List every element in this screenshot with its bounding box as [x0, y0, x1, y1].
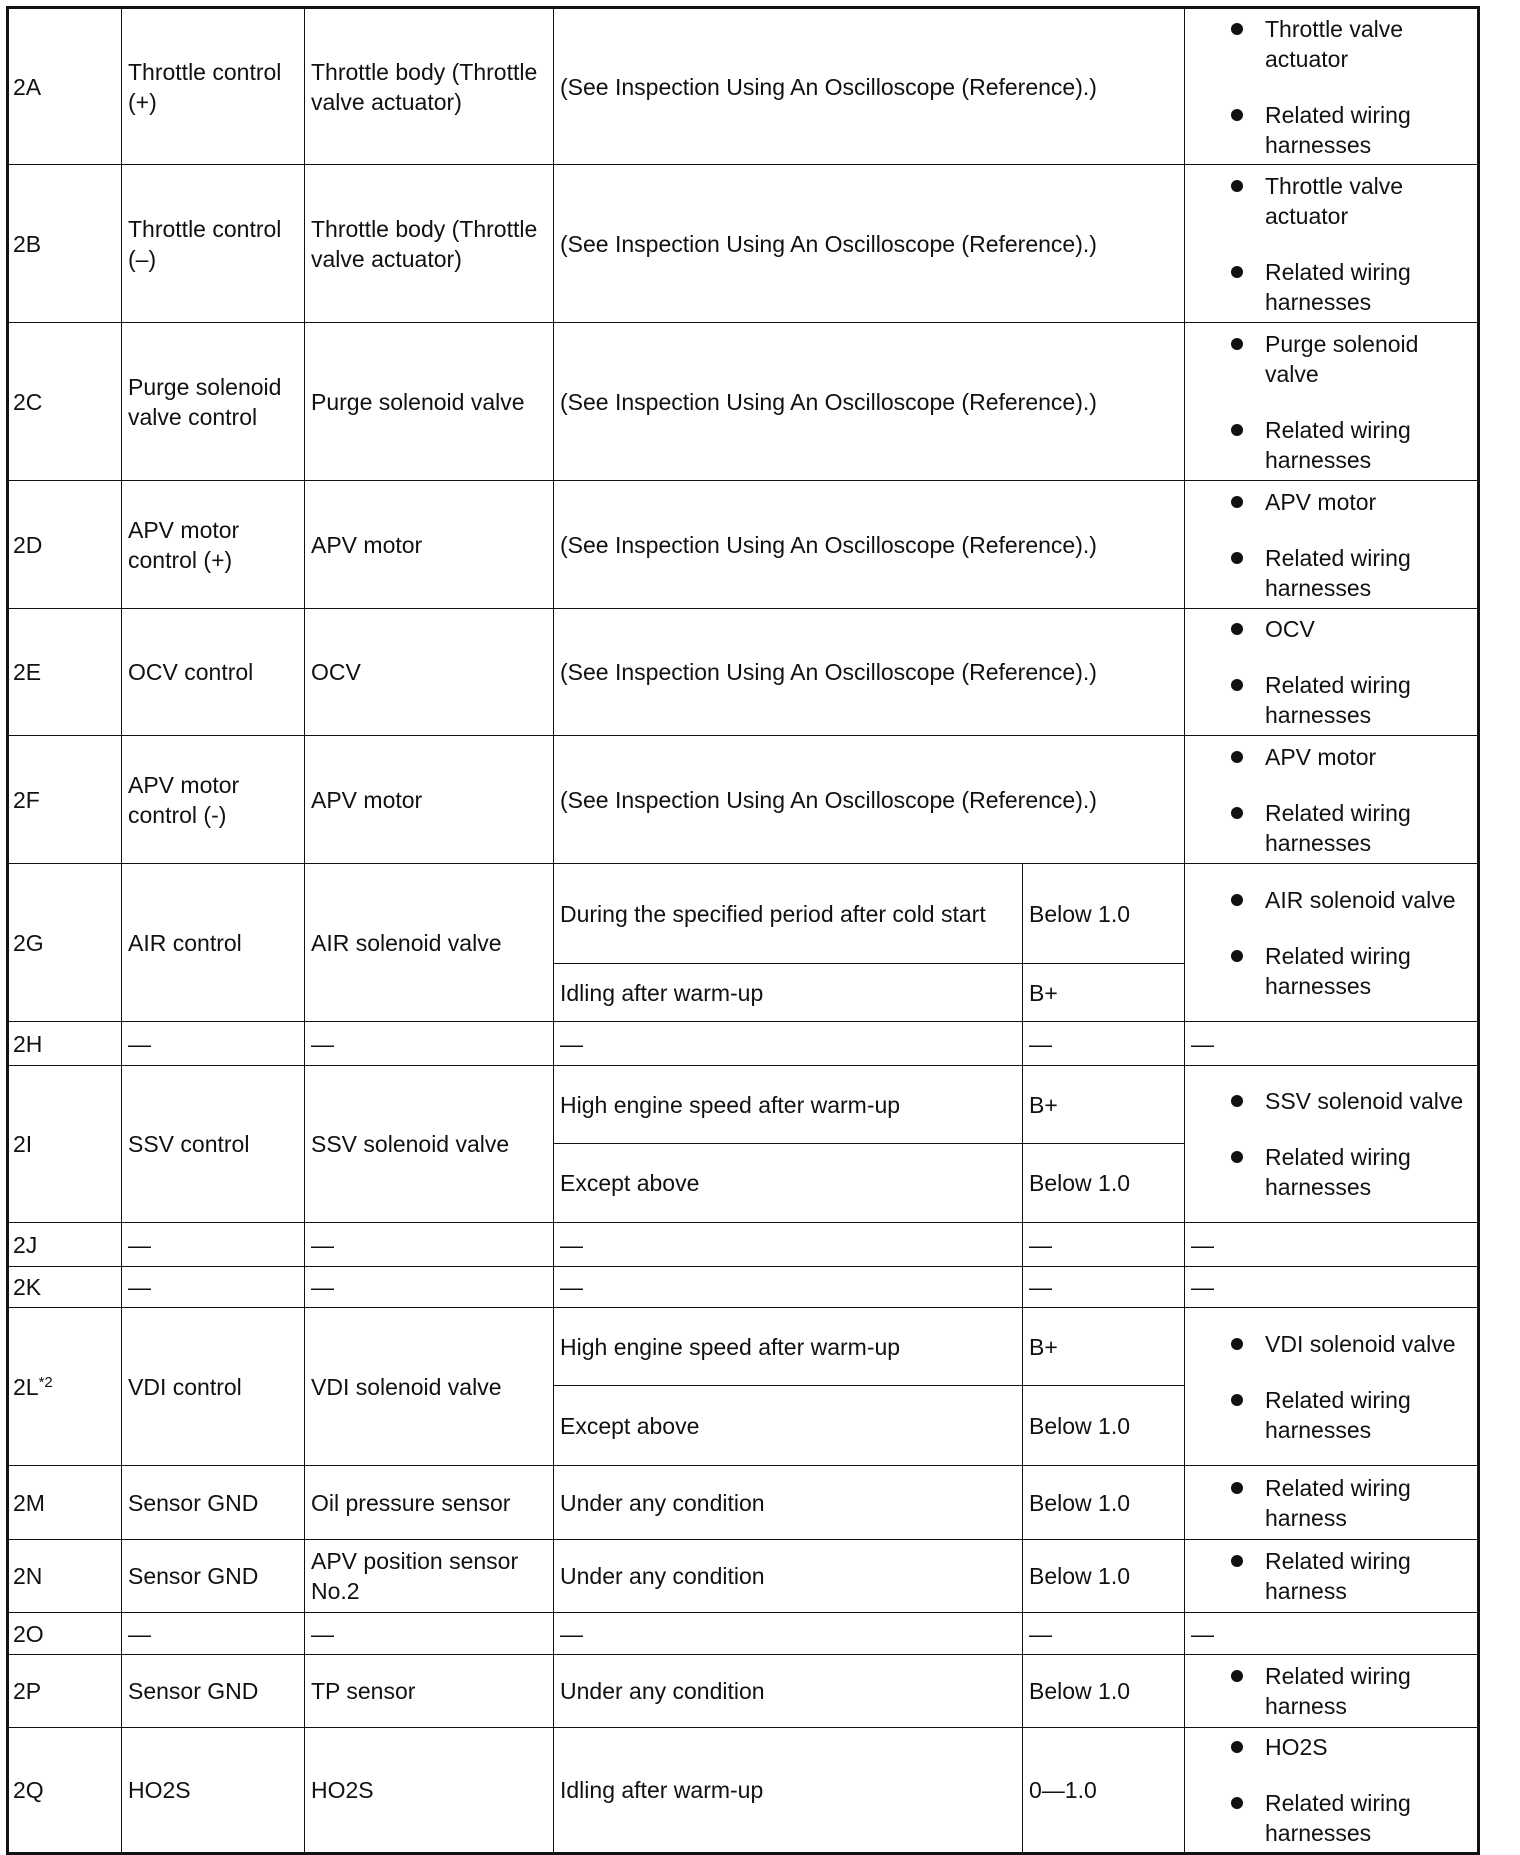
possible-cause-cell: [1185, 1655, 1479, 1728]
cause-item: [1231, 14, 1471, 74]
condition-cell: Idling after warm-up: [554, 1728, 1023, 1854]
connected-to-cell: HO2S: [305, 1728, 554, 1854]
possible-cause-cell: [1185, 1267, 1479, 1308]
possible-cause-cell: [1185, 864, 1479, 1022]
oscilloscope-note-cell: (See Inspection Using An Oscilloscope (Reference).): [554, 481, 1185, 609]
voltage-cell: 0—1.0: [1023, 1728, 1185, 1854]
connected-to-cell: —: [305, 1022, 554, 1066]
possible-cause-cell: [1185, 323, 1479, 481]
table-row: [8, 1066, 1479, 1144]
terminal-cell: [8, 1655, 122, 1728]
voltage-cell: —: [1023, 1223, 1185, 1267]
terminal-cell: [8, 864, 122, 1022]
cause-item: [1231, 1661, 1471, 1721]
cause-text: Throttle valve actuator: [1265, 172, 1404, 229]
possible-cause-cell: [1185, 609, 1479, 736]
bullet-icon: [1231, 23, 1243, 35]
connected-to-cell: —: [305, 1267, 554, 1308]
condition-cell: —: [554, 1022, 1023, 1066]
terminal-id: 2B: [13, 230, 42, 257]
cause-item: [1231, 742, 1471, 772]
terminal-cell: [8, 1267, 122, 1308]
condition-cell: —: [554, 1223, 1023, 1267]
cause-item: [1231, 885, 1471, 915]
connected-to-cell: AIR solenoid valve: [305, 864, 554, 1022]
table-row: [8, 165, 1479, 323]
possible-cause-cell: [1185, 481, 1479, 609]
bullet-icon: [1231, 266, 1243, 278]
cause-text: Throttle valve actuator: [1265, 15, 1404, 72]
signal-cell: Sensor GND: [122, 1655, 305, 1728]
voltage-cell: Below 1.0: [1023, 1655, 1185, 1728]
terminal-cell: [8, 1066, 122, 1223]
possible-cause-cell: [1185, 8, 1479, 165]
signal-cell: Sensor GND: [122, 1466, 305, 1540]
signal-cell: —: [122, 1613, 305, 1655]
terminal-cell: [8, 1308, 122, 1466]
cause-text: —: [1191, 1030, 1214, 1057]
cause-text: OCV: [1265, 616, 1315, 642]
signal-cell: SSV control: [122, 1066, 305, 1223]
cause-text: Related wiring harnesses: [1265, 942, 1411, 999]
possible-cause-cell: [1185, 1728, 1479, 1854]
connected-to-cell: TP sensor: [305, 1655, 554, 1728]
cause-item: [1231, 1546, 1471, 1606]
oscilloscope-note-cell: (See Inspection Using An Oscilloscope (Reference).): [554, 609, 1185, 736]
terminal-id: 2H: [13, 1030, 43, 1057]
cause-item: [1231, 415, 1471, 475]
cause-item: [1231, 1788, 1471, 1848]
condition-cell: Under any condition: [554, 1540, 1023, 1613]
cause-item: [1231, 100, 1471, 160]
cause-text: Purge solenoid valve: [1265, 330, 1419, 387]
voltage-cell: —: [1023, 1022, 1185, 1066]
connected-to-cell: Throttle body (Throttle valve actuator): [305, 165, 554, 323]
cause-item: [1231, 1732, 1471, 1762]
bullet-icon: [1231, 623, 1243, 635]
table-row: [8, 323, 1479, 481]
cause-text: Related wiring harness: [1265, 1663, 1411, 1719]
possible-cause-cell: [1185, 165, 1479, 323]
cause-text: Related wiring harnesses: [1265, 1790, 1411, 1846]
cause-list: [1191, 742, 1471, 858]
voltage-cell: Below 1.0: [1023, 1466, 1185, 1540]
cause-list: [1191, 614, 1471, 730]
table-row: [8, 1466, 1479, 1540]
oscilloscope-note-cell: (See Inspection Using An Oscilloscope (Reference).): [554, 165, 1185, 323]
possible-cause-cell: [1185, 1066, 1479, 1223]
terminal-cell: [8, 1613, 122, 1655]
cause-text: Related wiring harnesses: [1265, 672, 1411, 728]
oscilloscope-note-cell: (See Inspection Using An Oscilloscope (Reference).): [554, 323, 1185, 481]
table-row: [8, 1223, 1479, 1267]
terminal-id: 2M: [13, 1489, 45, 1516]
bullet-icon: [1231, 807, 1243, 819]
signal-cell: Purge solenoid valve control: [122, 323, 305, 481]
condition-cell: Under any condition: [554, 1466, 1023, 1540]
cause-text: —: [1191, 1231, 1214, 1258]
possible-cause-cell: [1185, 1223, 1479, 1267]
cause-text: Related wiring harnesses: [1265, 416, 1411, 473]
possible-cause-cell: [1185, 736, 1479, 864]
terminal-id: 2J: [13, 1231, 38, 1258]
table-row: [8, 1540, 1479, 1613]
terminal-id: 2F: [13, 786, 40, 813]
bullet-icon: [1231, 338, 1243, 350]
cause-text: SSV solenoid valve: [1265, 1088, 1464, 1114]
cause-text: Related wiring harnesses: [1265, 258, 1411, 315]
condition-cell: Idling after warm-up: [554, 964, 1023, 1022]
oscilloscope-note-cell: (See Inspection Using An Oscilloscope (Reference).): [554, 8, 1185, 165]
condition-cell: —: [554, 1267, 1023, 1308]
terminal-id: 2P: [13, 1678, 42, 1704]
connected-to-cell: —: [305, 1613, 554, 1655]
terminal-id: 2K: [13, 1274, 42, 1300]
cause-item: [1231, 329, 1471, 389]
connected-to-cell: APV motor: [305, 481, 554, 609]
terminal-id: 2L: [13, 1373, 39, 1400]
terminal-id: 2Q: [13, 1777, 44, 1803]
terminal-cell: [8, 609, 122, 736]
cause-item: [1231, 257, 1471, 317]
cause-text: Related wiring harnesses: [1265, 101, 1411, 158]
terminal-id: 2D: [13, 531, 43, 558]
cause-list: [1191, 1546, 1471, 1606]
cause-text: Related wiring harnesses: [1265, 799, 1411, 856]
bullet-icon: [1231, 679, 1243, 691]
condition-cell: During the specified period after cold start: [554, 864, 1023, 964]
cause-text: APV motor: [1265, 488, 1377, 515]
cause-list: [1191, 885, 1471, 1001]
terminal-id: 2I: [13, 1131, 33, 1157]
table-row: [8, 1308, 1479, 1386]
cause-item: [1231, 670, 1471, 730]
bullet-icon: [1231, 1670, 1243, 1682]
signal-cell: VDI control: [122, 1308, 305, 1466]
terminal-id: 2E: [13, 659, 42, 685]
condition-cell: —: [554, 1613, 1023, 1655]
signal-cell: Throttle control (–): [122, 165, 305, 323]
voltage-cell: —: [1023, 1267, 1185, 1308]
terminal-cell: [8, 736, 122, 864]
terminal-id: 2A: [13, 73, 42, 100]
cause-text: Related wiring harnesses: [1265, 1144, 1411, 1200]
cause-text: Related wiring harnesses: [1265, 544, 1411, 601]
bullet-icon: [1231, 1338, 1243, 1350]
bullet-icon: [1231, 1095, 1243, 1107]
condition-cell: Except above: [554, 1144, 1023, 1223]
cause-item: [1231, 171, 1471, 231]
voltage-cell: Below 1.0: [1023, 1386, 1185, 1466]
cause-text: Related wiring harness: [1265, 1548, 1411, 1604]
voltage-cell: Below 1.0: [1023, 864, 1185, 964]
voltage-cell: Below 1.0: [1023, 1540, 1185, 1613]
possible-cause-cell: [1185, 1466, 1479, 1540]
bullet-icon: [1231, 180, 1243, 192]
connected-to-cell: —: [305, 1223, 554, 1267]
terminal-id: 2C: [13, 388, 43, 415]
condition-cell: Except above: [554, 1386, 1023, 1466]
voltage-cell: Below 1.0: [1023, 1144, 1185, 1223]
cause-list: [1191, 1086, 1471, 1202]
cause-list: [1191, 14, 1471, 160]
terminal-voltage-table: [6, 6, 1480, 1855]
terminal-cell: [8, 1540, 122, 1613]
condition-cell: Under any condition: [554, 1655, 1023, 1728]
oscilloscope-note-cell: (See Inspection Using An Oscilloscope (Reference).): [554, 736, 1185, 864]
terminal-cell: [8, 1728, 122, 1854]
terminal-cell: [8, 165, 122, 323]
table-row: [8, 609, 1479, 736]
bullet-icon: [1231, 552, 1243, 564]
bullet-icon: [1231, 109, 1243, 121]
cause-text: VDI solenoid valve: [1265, 1330, 1456, 1357]
cause-item: [1231, 1473, 1471, 1533]
cause-list: [1191, 1329, 1471, 1445]
cause-list: [1191, 1661, 1471, 1721]
terminal-cell: [8, 481, 122, 609]
connected-to-cell: OCV: [305, 609, 554, 736]
cause-item: [1231, 941, 1471, 1001]
voltage-cell: —: [1023, 1613, 1185, 1655]
possible-cause-cell: [1185, 1308, 1479, 1466]
cause-text: AIR solenoid valve: [1265, 886, 1456, 913]
voltage-cell: B+: [1023, 1308, 1185, 1386]
possible-cause-cell: [1185, 1022, 1479, 1066]
condition-cell: High engine speed after warm-up: [554, 1308, 1023, 1386]
bullet-icon: [1231, 496, 1243, 508]
bullet-icon: [1231, 1394, 1243, 1406]
table-row: [8, 1613, 1479, 1655]
voltage-cell: B+: [1023, 964, 1185, 1022]
cause-text: HO2S: [1265, 1734, 1328, 1760]
terminal-cell: [8, 1022, 122, 1066]
cause-text: —: [1191, 1620, 1214, 1647]
terminal-id: 2O: [13, 1620, 44, 1647]
bullet-icon: [1231, 950, 1243, 962]
table-row: [8, 864, 1479, 964]
bullet-icon: [1231, 1797, 1243, 1809]
terminal-cell: [8, 1466, 122, 1540]
bullet-icon: [1231, 1555, 1243, 1567]
cause-list: [1191, 1732, 1471, 1848]
cause-text: —: [1191, 1274, 1214, 1300]
terminal-cell: [8, 1223, 122, 1267]
signal-cell: APV motor control (-): [122, 736, 305, 864]
cause-item: [1231, 487, 1471, 517]
cause-text: Related wiring harnesses: [1265, 1386, 1411, 1443]
bullet-icon: [1231, 424, 1243, 436]
terminal-cell: [8, 8, 122, 165]
signal-cell: —: [122, 1267, 305, 1308]
signal-cell: Throttle control (+): [122, 8, 305, 165]
table-row: [8, 1655, 1479, 1728]
table-row: [8, 481, 1479, 609]
voltage-cell: B+: [1023, 1066, 1185, 1144]
terminal-cell: [8, 323, 122, 481]
table-row: [8, 1728, 1479, 1854]
bullet-icon: [1231, 1741, 1243, 1753]
connected-to-cell: Oil pressure sensor: [305, 1466, 554, 1540]
cause-item: [1231, 1086, 1471, 1116]
table-row: [8, 8, 1479, 165]
terminal-footnote: *2: [38, 1373, 53, 1391]
cause-text: APV motor: [1265, 743, 1377, 770]
signal-cell: —: [122, 1223, 305, 1267]
cause-text: Related wiring harness: [1265, 1474, 1411, 1531]
cause-list: [1191, 1473, 1471, 1533]
table-row: [8, 1022, 1479, 1066]
connected-to-cell: APV position sensor No.2: [305, 1540, 554, 1613]
cause-item: [1231, 543, 1471, 603]
signal-cell: APV motor control (+): [122, 481, 305, 609]
signal-cell: HO2S: [122, 1728, 305, 1854]
cause-item: [1231, 614, 1471, 644]
connected-to-cell: SSV solenoid valve: [305, 1066, 554, 1223]
cause-item: [1231, 798, 1471, 858]
cause-item: [1231, 1329, 1471, 1359]
connected-to-cell: Throttle body (Throttle valve actuator): [305, 8, 554, 165]
bullet-icon: [1231, 894, 1243, 906]
signal-cell: —: [122, 1022, 305, 1066]
table-row: [8, 1267, 1479, 1308]
connected-to-cell: APV motor: [305, 736, 554, 864]
bullet-icon: [1231, 751, 1243, 763]
connected-to-cell: Purge solenoid valve: [305, 323, 554, 481]
connected-to-cell: VDI solenoid valve: [305, 1308, 554, 1466]
bullet-icon: [1231, 1482, 1243, 1494]
possible-cause-cell: [1185, 1540, 1479, 1613]
terminal-id: 2N: [13, 1563, 43, 1589]
condition-cell: High engine speed after warm-up: [554, 1066, 1023, 1144]
bullet-icon: [1231, 1151, 1243, 1163]
possible-cause-cell: [1185, 1613, 1479, 1655]
cause-item: [1231, 1385, 1471, 1445]
cause-list: [1191, 171, 1471, 317]
cause-list: [1191, 329, 1471, 475]
terminal-id: 2G: [13, 929, 44, 956]
table-row: [8, 736, 1479, 864]
signal-cell: OCV control: [122, 609, 305, 736]
cause-list: [1191, 487, 1471, 603]
cause-item: [1231, 1142, 1471, 1202]
signal-cell: AIR control: [122, 864, 305, 1022]
signal-cell: Sensor GND: [122, 1540, 305, 1613]
